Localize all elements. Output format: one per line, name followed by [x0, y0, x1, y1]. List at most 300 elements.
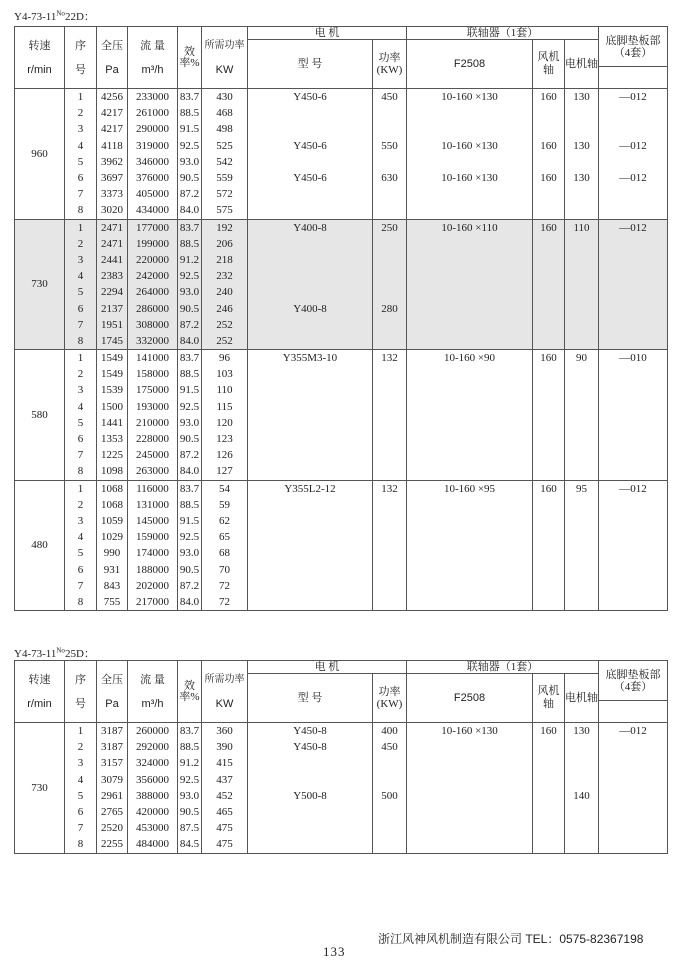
table-row — [15, 399, 668, 415]
cell-pressure: 3962 — [97, 154, 128, 170]
cell-motor-shaft — [565, 820, 599, 836]
cell-motor-shaft — [565, 268, 599, 284]
cell-fan-shaft — [533, 333, 565, 350]
cell-power-required: 218 — [202, 252, 248, 268]
cell-motor-shaft — [565, 399, 599, 415]
cell-coupling-model — [407, 772, 533, 788]
cell-motor-power — [373, 772, 407, 788]
cell-efficiency: 92.5 — [178, 268, 202, 284]
cell-power-required: 430 — [202, 89, 248, 106]
cell-base-plate — [599, 202, 668, 219]
table-row — [15, 382, 668, 398]
cell-efficiency: 87.5 — [178, 820, 202, 836]
cell-seq: 4 — [65, 772, 97, 788]
header-speed: 转速 r/min — [15, 27, 65, 89]
cell-base-plate — [599, 121, 668, 137]
header-fan-shaft: 风机轴 — [533, 40, 565, 89]
cell-pressure: 2471 — [97, 236, 128, 252]
cell-motor-model — [248, 154, 373, 170]
cell-fan-shaft — [533, 154, 565, 170]
cell-base-plate — [599, 755, 668, 771]
cell-power-required: 572 — [202, 186, 248, 202]
cell-pressure: 1029 — [97, 529, 128, 545]
cell-fan-shaft — [533, 284, 565, 300]
cell-seq: 3 — [65, 513, 97, 529]
cell-motor-model — [248, 447, 373, 463]
cell-power-required: 475 — [202, 836, 248, 853]
cell-motor-shaft — [565, 333, 599, 350]
cell-seq: 7 — [65, 578, 97, 594]
cell-seq: 4 — [65, 399, 97, 415]
cell-pressure: 3079 — [97, 772, 128, 788]
cell-efficiency: 90.5 — [178, 300, 202, 316]
cell-motor-power — [373, 755, 407, 771]
cell-base-plate: —012 — [599, 219, 668, 236]
cell-base-plate — [599, 463, 668, 480]
cell-fan-shaft — [533, 366, 565, 382]
cell-pressure: 3157 — [97, 755, 128, 771]
cell-coupling-model — [407, 804, 533, 820]
cell-motor-model: Y450-8 — [248, 739, 373, 755]
cell-motor-shaft — [565, 755, 599, 771]
cell-efficiency: 84.0 — [178, 333, 202, 350]
cell-pressure: 2383 — [97, 268, 128, 284]
cell-flow: 141000 — [128, 350, 178, 367]
cell-flow: 324000 — [128, 755, 178, 771]
header-power-required: 所需功率 KW — [202, 661, 248, 723]
cell-motor-model — [248, 836, 373, 853]
cell-base-plate — [599, 382, 668, 398]
cell-fan-shaft: 160 — [533, 350, 565, 367]
cell-fan-shaft — [533, 382, 565, 398]
cell-motor-shaft — [565, 836, 599, 853]
table-row — [15, 300, 668, 316]
cell-pressure: 2520 — [97, 820, 128, 836]
cell-power-required: 110 — [202, 382, 248, 398]
cell-base-plate — [599, 399, 668, 415]
cell-coupling-model — [407, 755, 533, 771]
table-row — [15, 219, 668, 236]
cell-motor-shaft — [565, 236, 599, 252]
cell-coupling-model — [407, 154, 533, 170]
cell-pressure: 3697 — [97, 170, 128, 186]
table-row — [15, 739, 668, 755]
cell-motor-power — [373, 236, 407, 252]
cell-seq: 2 — [65, 105, 97, 121]
cell-coupling-model — [407, 333, 533, 350]
cell-fan-shaft — [533, 268, 565, 284]
cell-fan-shaft — [533, 463, 565, 480]
cell-fan-shaft — [533, 497, 565, 513]
cell-pressure: 1068 — [97, 497, 128, 513]
cell-seq: 8 — [65, 333, 97, 350]
speed-group-730 — [15, 723, 668, 854]
fan-spec-table-25d — [14, 660, 668, 854]
cell-motor-model — [248, 415, 373, 431]
cell-motor-model: Y450-6 — [248, 89, 373, 106]
cell-power-required: 70 — [202, 561, 248, 577]
cell-flow: 199000 — [128, 236, 178, 252]
cell-motor-shaft — [565, 202, 599, 219]
cell-fan-shaft — [533, 513, 565, 529]
header-flow: 流 量 m³/h — [128, 661, 178, 723]
cell-seq: 3 — [65, 382, 97, 398]
cell-seq: 1 — [65, 723, 97, 740]
cell-coupling-model — [407, 317, 533, 333]
cell-efficiency: 90.5 — [178, 561, 202, 577]
table-row — [15, 154, 668, 170]
cell-fan-shaft — [533, 105, 565, 121]
cell-base-plate — [599, 578, 668, 594]
cell-motor-shaft — [565, 529, 599, 545]
cell-pressure: 3187 — [97, 739, 128, 755]
cell-motor-power — [373, 447, 407, 463]
cell-efficiency: 91.5 — [178, 382, 202, 398]
cell-pressure: 2255 — [97, 836, 128, 853]
cell-motor-model — [248, 236, 373, 252]
cell-motor-power — [373, 561, 407, 577]
cell-motor-shaft — [565, 804, 599, 820]
header-motor-shaft: 电机轴 — [565, 674, 599, 723]
cell-flow: 245000 — [128, 447, 178, 463]
cell-fan-shaft: 160 — [533, 723, 565, 740]
cell-flow: 264000 — [128, 284, 178, 300]
cell-base-plate — [599, 366, 668, 382]
cell-efficiency: 84.0 — [178, 463, 202, 480]
cell-coupling-model — [407, 513, 533, 529]
cell-seq: 1 — [65, 89, 97, 106]
cell-motor-power — [373, 284, 407, 300]
cell-motor-model — [248, 804, 373, 820]
cell-pressure: 2471 — [97, 219, 128, 236]
cell-motor-shaft: 90 — [565, 350, 599, 367]
cell-coupling-model: 10-160 ×90 — [407, 350, 533, 367]
cell-motor-model — [248, 252, 373, 268]
cell-efficiency: 91.5 — [178, 121, 202, 137]
cell-coupling-model — [407, 415, 533, 431]
cell-motor-model: Y355L2-12 — [248, 480, 373, 497]
cell-motor-power: 630 — [373, 170, 407, 186]
cell-motor-model — [248, 755, 373, 771]
cell-efficiency: 83.7 — [178, 350, 202, 367]
table-row — [15, 836, 668, 853]
cell-motor-power: 132 — [373, 350, 407, 367]
cell-flow: 388000 — [128, 788, 178, 804]
cell-seq: 7 — [65, 186, 97, 202]
cell-seq: 6 — [65, 300, 97, 316]
table-row — [15, 121, 668, 137]
cell-fan-shaft — [533, 804, 565, 820]
header-pressure: 全压 Pa — [97, 661, 128, 723]
cell-base-plate: —010 — [599, 350, 668, 367]
speed-group-480 — [15, 480, 668, 611]
cell-coupling-model: 10-160 ×130 — [407, 170, 533, 186]
cell-motor-shaft — [565, 186, 599, 202]
cell-motor-power: 250 — [373, 219, 407, 236]
cell-motor-shaft — [565, 431, 599, 447]
cell-fan-shaft — [533, 772, 565, 788]
cell-power-required: 65 — [202, 529, 248, 545]
cell-fan-shaft: 160 — [533, 89, 565, 106]
cell-base-plate — [599, 594, 668, 611]
cell-motor-model: Y400-8 — [248, 219, 373, 236]
cell-efficiency: 83.7 — [178, 219, 202, 236]
cell-pressure: 1068 — [97, 480, 128, 497]
cell-pressure: 990 — [97, 545, 128, 561]
cell-pressure: 1500 — [97, 399, 128, 415]
cell-base-plate — [599, 154, 668, 170]
cell-efficiency: 92.5 — [178, 399, 202, 415]
cell-seq: 6 — [65, 804, 97, 820]
cell-flow: 405000 — [128, 186, 178, 202]
cell-motor-power — [373, 105, 407, 121]
table-row — [15, 804, 668, 820]
cell-motor-power — [373, 268, 407, 284]
page-number: 133 — [323, 944, 346, 959]
header-motor-model: 型 号 — [248, 674, 373, 723]
table-row — [15, 317, 668, 333]
table-row — [15, 447, 668, 463]
cell-coupling-model — [407, 366, 533, 382]
cell-flow: 210000 — [128, 415, 178, 431]
table-row — [15, 772, 668, 788]
cell-motor-power: 450 — [373, 89, 407, 106]
cell-base-plate: —012 — [599, 138, 668, 154]
cell-motor-shaft — [565, 252, 599, 268]
cell-motor-power — [373, 820, 407, 836]
cell-power-required: 525 — [202, 138, 248, 154]
cell-pressure: 1549 — [97, 350, 128, 367]
cell-power-required: 498 — [202, 121, 248, 137]
cell-seq: 6 — [65, 561, 97, 577]
cell-coupling-model — [407, 382, 533, 398]
header-coupling: 联轴器（1套） — [407, 27, 599, 40]
cell-flow: 242000 — [128, 268, 178, 284]
cell-flow: 193000 — [128, 399, 178, 415]
cell-motor-power — [373, 317, 407, 333]
cell-pressure: 1539 — [97, 382, 128, 398]
cell-fan-shaft — [533, 447, 565, 463]
cell-seq: 5 — [65, 545, 97, 561]
cell-motor-shaft — [565, 772, 599, 788]
cell-efficiency: 91.2 — [178, 755, 202, 771]
cell-motor-shaft — [565, 497, 599, 513]
cell-fan-shaft — [533, 820, 565, 836]
cell-seq: 8 — [65, 202, 97, 219]
table-row — [15, 529, 668, 545]
cell-motor-shaft — [565, 578, 599, 594]
cell-coupling-model — [407, 561, 533, 577]
cell-motor-model — [248, 772, 373, 788]
cell-motor-shaft — [565, 154, 599, 170]
cell-power-required: 120 — [202, 415, 248, 431]
cell-motor-power — [373, 333, 407, 350]
cell-motor-model — [248, 105, 373, 121]
cell-base-plate — [599, 820, 668, 836]
cell-power-required: 559 — [202, 170, 248, 186]
cell-base-plate — [599, 529, 668, 545]
cell-efficiency: 87.2 — [178, 186, 202, 202]
table-row — [15, 252, 668, 268]
cell-motor-shaft — [565, 366, 599, 382]
cell-flow: 220000 — [128, 252, 178, 268]
cell-power-required: 103 — [202, 366, 248, 382]
cell-seq: 5 — [65, 415, 97, 431]
cell-flow: 356000 — [128, 772, 178, 788]
cell-flow: 188000 — [128, 561, 178, 577]
cell-power-required: 123 — [202, 431, 248, 447]
cell-coupling-model — [407, 399, 533, 415]
table-row — [15, 755, 668, 771]
speed-group-580 — [15, 350, 668, 481]
cell-base-plate — [599, 284, 668, 300]
cell-pressure: 2441 — [97, 252, 128, 268]
cell-motor-power — [373, 202, 407, 219]
cell-coupling-model: 10-160 ×130 — [407, 89, 533, 106]
cell-seq: 8 — [65, 836, 97, 853]
cell-coupling-model — [407, 463, 533, 480]
cell-seq: 3 — [65, 121, 97, 137]
cell-motor-model — [248, 463, 373, 480]
cell-motor-shaft — [565, 317, 599, 333]
cell-efficiency: 83.7 — [178, 723, 202, 740]
cell-motor-model — [248, 186, 373, 202]
cell-coupling-model — [407, 545, 533, 561]
header-base-plate: 底脚垫板部（4套） — [599, 661, 668, 701]
table1-title: $Y4-73-11^{No}22D$： — [14, 9, 95, 23]
header-seq: 序 号 — [65, 27, 97, 89]
header-motor: 电 机 — [248, 27, 407, 40]
cell-motor-power — [373, 121, 407, 137]
cell-coupling-model: 10-160 ×130 — [407, 723, 533, 740]
cell-efficiency: 88.5 — [178, 497, 202, 513]
cell-motor-power — [373, 366, 407, 382]
table-row — [15, 89, 668, 106]
cell-base-plate: —012 — [599, 723, 668, 740]
cell-motor-model — [248, 497, 373, 513]
cell-speed: 480 — [15, 480, 65, 611]
cell-motor-power — [373, 804, 407, 820]
cell-fan-shaft — [533, 236, 565, 252]
cell-motor-power — [373, 594, 407, 611]
header-power-required: 所需功率 KW — [202, 27, 248, 89]
cell-motor-shaft — [565, 382, 599, 398]
cell-efficiency: 91.5 — [178, 513, 202, 529]
cell-seq: 4 — [65, 138, 97, 154]
cell-power-required: 72 — [202, 578, 248, 594]
cell-efficiency: 88.5 — [178, 366, 202, 382]
cell-coupling-model — [407, 820, 533, 836]
cell-motor-power — [373, 529, 407, 545]
cell-base-plate — [599, 772, 668, 788]
cell-power-required: 437 — [202, 772, 248, 788]
cell-flow: 233000 — [128, 89, 178, 106]
cell-base-plate — [599, 186, 668, 202]
cell-motor-power — [373, 252, 407, 268]
cell-fan-shaft — [533, 836, 565, 853]
cell-efficiency: 90.5 — [178, 170, 202, 186]
cell-seq: 4 — [65, 268, 97, 284]
header-base-plate: 底脚垫板部（4套） — [599, 27, 668, 67]
cell-seq: 4 — [65, 529, 97, 545]
cell-coupling-model — [407, 739, 533, 755]
cell-coupling-model — [407, 788, 533, 804]
header-flow: 流 量 m³/h — [128, 27, 178, 89]
cell-pressure: 2961 — [97, 788, 128, 804]
cell-efficiency: 93.0 — [178, 415, 202, 431]
cell-flow: 453000 — [128, 820, 178, 836]
cell-efficiency: 88.5 — [178, 105, 202, 121]
cell-motor-model — [248, 333, 373, 350]
cell-fan-shaft — [533, 594, 565, 611]
cell-fan-shaft — [533, 578, 565, 594]
cell-coupling-model — [407, 836, 533, 853]
cell-motor-power — [373, 415, 407, 431]
table-row — [15, 594, 668, 611]
cell-speed: 730 — [15, 723, 65, 854]
cell-coupling-model: 10-160 ×130 — [407, 138, 533, 154]
cell-motor-power — [373, 578, 407, 594]
cell-flow: 145000 — [128, 513, 178, 529]
cell-motor-model — [248, 121, 373, 137]
header-base-plate-blank — [599, 67, 668, 89]
cell-fan-shaft — [533, 202, 565, 219]
cell-coupling-model — [407, 300, 533, 316]
cell-power-required: 68 — [202, 545, 248, 561]
cell-motor-model — [248, 382, 373, 398]
cell-coupling-model — [407, 121, 533, 137]
cell-motor-shaft — [565, 300, 599, 316]
cell-flow: 286000 — [128, 300, 178, 316]
cell-efficiency: 83.7 — [178, 89, 202, 106]
cell-fan-shaft: 160 — [533, 219, 565, 236]
cell-coupling-model: 10-160 ×110 — [407, 219, 533, 236]
cell-fan-shaft — [533, 415, 565, 431]
cell-power-required: 252 — [202, 333, 248, 350]
cell-power-required: 240 — [202, 284, 248, 300]
cell-speed: 960 — [15, 89, 65, 220]
cell-motor-power — [373, 154, 407, 170]
cell-fan-shaft — [533, 739, 565, 755]
cell-motor-power — [373, 497, 407, 513]
cell-pressure: 931 — [97, 561, 128, 577]
cell-efficiency: 88.5 — [178, 739, 202, 755]
cell-motor-shaft — [565, 545, 599, 561]
cell-seq: 3 — [65, 252, 97, 268]
cell-motor-shaft — [565, 447, 599, 463]
header-motor: 电 机 — [248, 661, 407, 674]
cell-efficiency: 87.2 — [178, 317, 202, 333]
cell-flow: 175000 — [128, 382, 178, 398]
table-row — [15, 105, 668, 121]
cell-power-required: 542 — [202, 154, 248, 170]
cell-power-required: 475 — [202, 820, 248, 836]
cell-power-required: 252 — [202, 317, 248, 333]
cell-fan-shaft — [533, 529, 565, 545]
cell-efficiency: 84.5 — [178, 836, 202, 853]
cell-base-plate — [599, 836, 668, 853]
cell-flow: 174000 — [128, 545, 178, 561]
header-efficiency: 效率% — [178, 27, 202, 89]
cell-motor-power — [373, 399, 407, 415]
table-row — [15, 333, 668, 350]
cell-coupling-model — [407, 105, 533, 121]
cell-coupling-model — [407, 268, 533, 284]
cell-motor-power: 280 — [373, 300, 407, 316]
cell-coupling-model — [407, 497, 533, 513]
cell-pressure: 3373 — [97, 186, 128, 202]
table-row — [15, 236, 668, 252]
